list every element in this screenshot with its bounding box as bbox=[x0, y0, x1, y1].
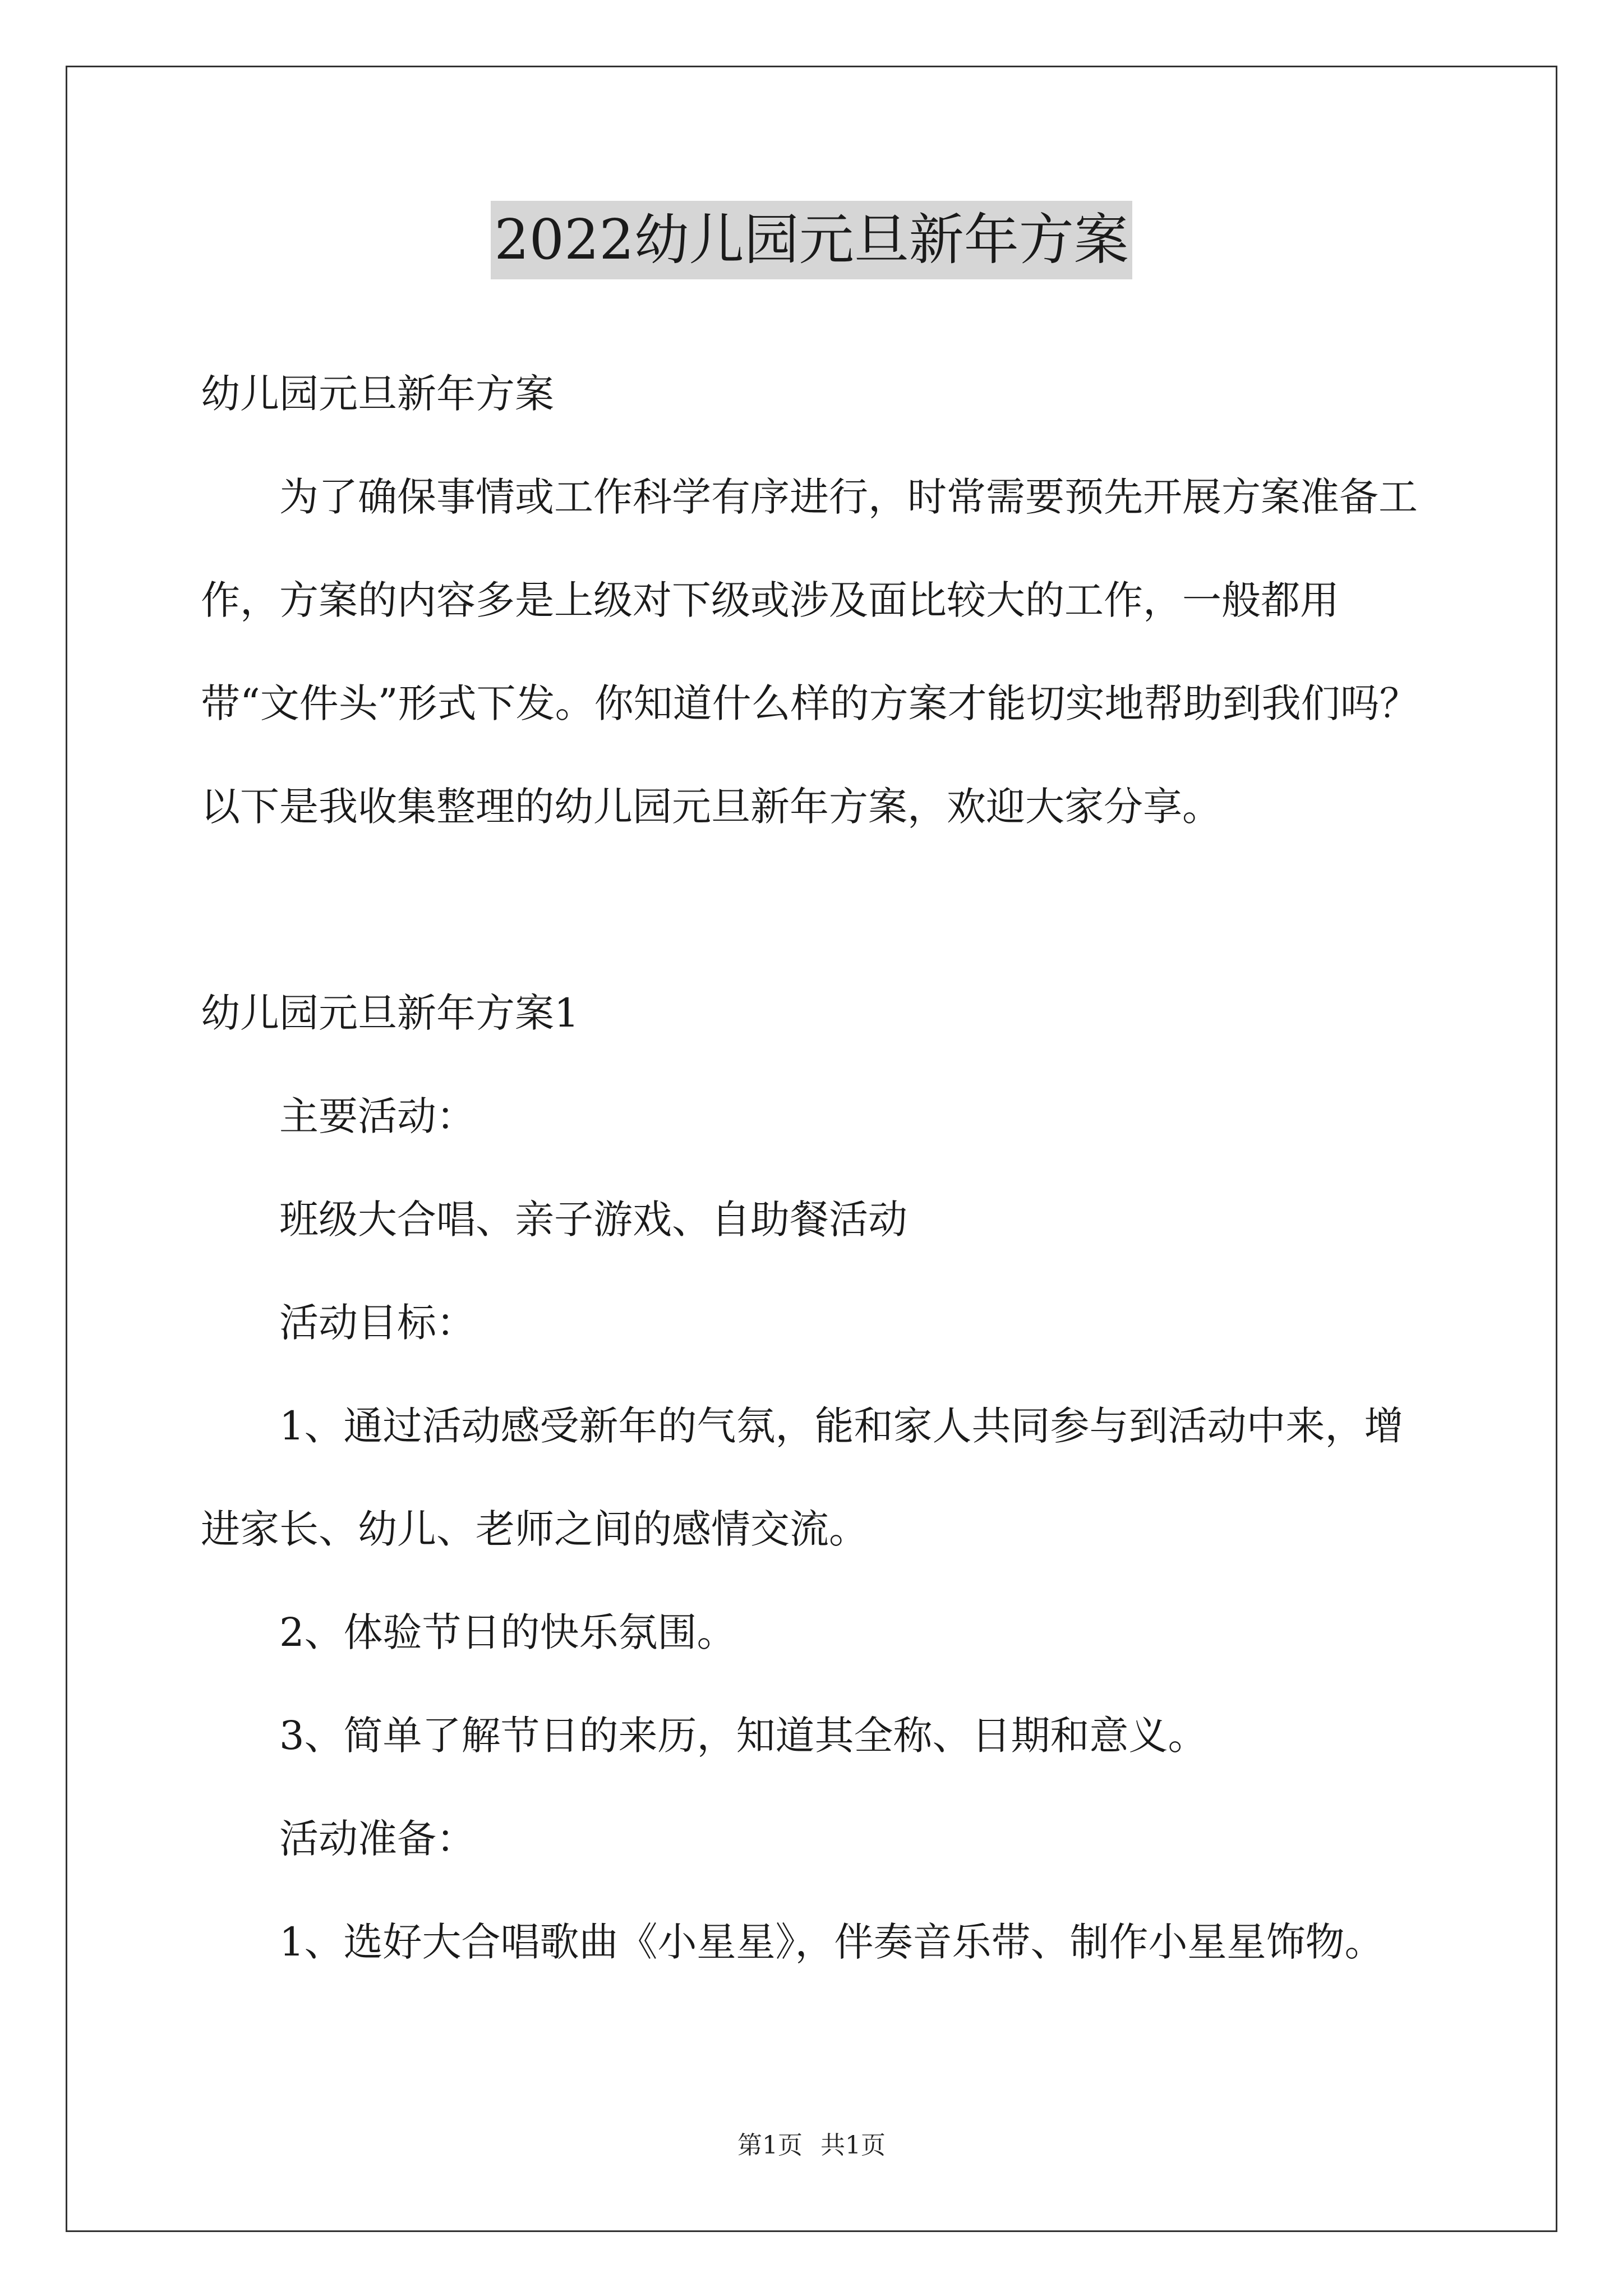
paragraph-subtitle: 幼儿园元旦新年方案 bbox=[201, 371, 554, 417]
document-title: 2022幼儿园元旦新年方案 bbox=[491, 201, 1132, 279]
paragraph-main-activities-label: 主要活动： bbox=[279, 1093, 476, 1139]
paragraph-goal-1: 1、通过活动感受新年的气氛，能和家人共同参与到活动中来，增进家长、幼儿、老师之间的感情交流。 bbox=[201, 1403, 1404, 1552]
paragraph-preparation-label: 活动准备： bbox=[279, 1816, 476, 1862]
page-number-current: 第1页 bbox=[737, 2131, 803, 2160]
paragraph-goal-3: 3、简单了解节日的来历，知道其全称、日期和意义。 bbox=[279, 1713, 1207, 1759]
page-number-total: 共1页 bbox=[820, 2131, 886, 2160]
document-body bbox=[201, 342, 1435, 1994]
paragraph-goals-label: 活动目标： bbox=[279, 1300, 476, 1346]
section-heading: 幼儿园元旦新年方案1 bbox=[201, 990, 579, 1036]
title-wrap bbox=[0, 201, 1623, 279]
paragraph-main-activities: 班级大合唱、亲子游戏、自助餐活动 bbox=[279, 1197, 907, 1243]
paragraph-goal-2: 2、体验节日的快乐氛围。 bbox=[279, 1609, 736, 1655]
page-footer bbox=[0, 2129, 1623, 2162]
paragraph-preparation-1: 1、选好大合唱歌曲《小星星》，伴奏音乐带、制作小星星饰物。 bbox=[279, 1919, 1384, 1965]
paragraph-intro: 为了确保事情或工作科学有序进行，时常需要预先开展方案准备工作，方案的内容多是上级对下级或涉及面比较大的工作，一般都用带“文件头”形式下发。你知道什么样的方案才能切实地帮助到我们吗？以下是我收集整理的幼儿园元旦新年方案，欢迎大家分享。 bbox=[201, 474, 1419, 830]
blank-line bbox=[201, 858, 1435, 961]
